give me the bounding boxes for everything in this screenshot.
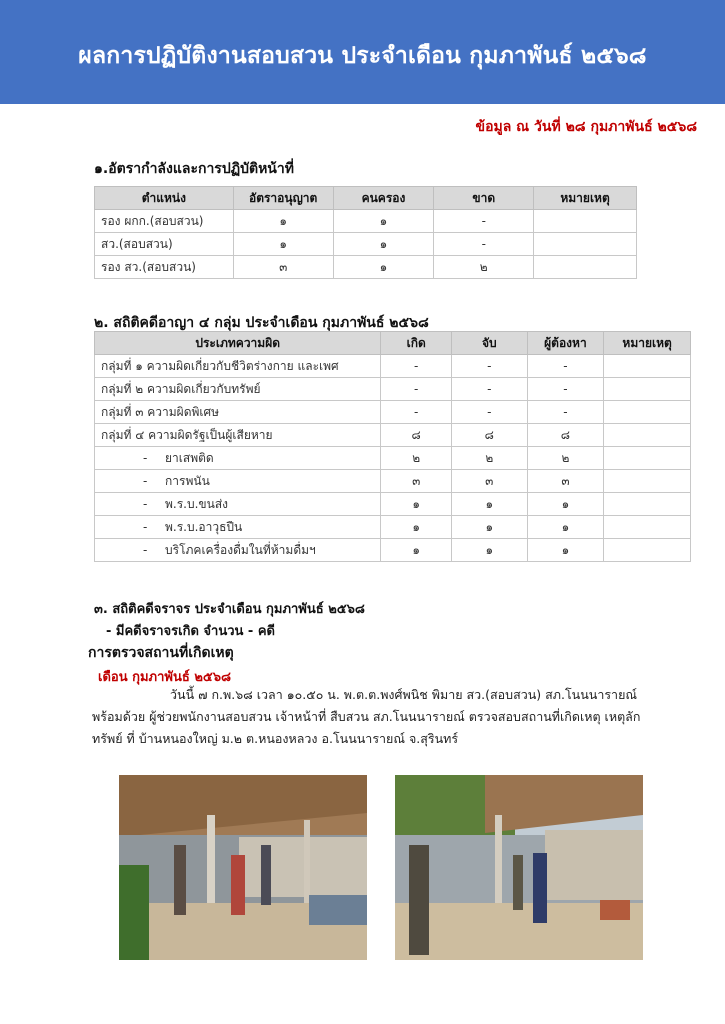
- cell-filled: ๑: [333, 233, 434, 256]
- cell-suspects: -: [527, 401, 604, 424]
- cell-remarks: [534, 256, 637, 279]
- cell-filled: ๑: [333, 210, 434, 233]
- cell-sub-offense: [95, 493, 381, 516]
- cell-occurred: -: [381, 355, 452, 378]
- scene-photo-1: [119, 775, 367, 960]
- cell-vacant: -: [434, 210, 534, 233]
- cell-remarks: [534, 233, 637, 256]
- scene-photo-2-image: [395, 775, 643, 960]
- cell-occurred: ๑: [381, 539, 452, 562]
- cell-offense: กลุ่มที่ ๒ ความผิดเกี่ยวกับทรัพย์: [95, 378, 381, 401]
- scene-photo-1-image: [119, 775, 367, 960]
- cell-occurred: ๘: [381, 424, 452, 447]
- cell-suspects: ๑: [527, 493, 604, 516]
- cell-authorized: ๑: [233, 210, 333, 233]
- traffic-cases-line: - มีคดีจราจรเกิด จำนวน - คดี: [106, 624, 275, 639]
- cell-position: รอง สว.(สอบสวน): [95, 256, 234, 279]
- col-arrested: จับ: [451, 332, 527, 355]
- cell-sub-offense: [95, 470, 381, 493]
- cell-remarks: [604, 355, 691, 378]
- dash-bullet: -: [143, 519, 148, 534]
- cell-suspects: ๓: [527, 470, 604, 493]
- table-subrow: [95, 539, 691, 562]
- inspection-paragraph: [92, 684, 652, 750]
- cell-occurred: ๒: [381, 447, 452, 470]
- page-title: ผลการปฏิบัติงานสอบสวน ประจำเดือน กุมภาพันธ์ ๒๕๖๘: [78, 43, 647, 69]
- paragraph-line-2: พร้อมด้วย ผู้ช่วยพนักงานสอบสวน เจ้าหน้าที่ สืบสวน สภ.โนนนารายณ์ ตรวจสอบสถานที่เกิดเหตุ เหตุลัก: [92, 709, 641, 724]
- col-suspects: ผู้ต้องหา: [527, 332, 604, 355]
- cell-arrested: ๒: [451, 447, 527, 470]
- cell-position: สว.(สอบสวน): [95, 233, 234, 256]
- col-offense-type: ประเภทความผิด: [95, 332, 381, 355]
- col-vacant: ขาด: [434, 187, 534, 210]
- cell-suspects: ๑: [527, 539, 604, 562]
- sub-offense-label: บริโภคเครื่องดื่มในที่ห้ามดื่มฯ: [165, 542, 316, 557]
- dash-bullet: -: [143, 450, 148, 465]
- staffing-header-row: [95, 187, 637, 210]
- cell-remarks: [604, 378, 691, 401]
- sub-offense-label: การพนัน: [165, 473, 210, 488]
- cell-remarks: [604, 539, 691, 562]
- crime-stats-table: [94, 331, 691, 562]
- cell-suspects: -: [527, 378, 604, 401]
- scene-photo-2: [395, 775, 643, 960]
- table-subrow: [95, 470, 691, 493]
- inspection-title: การตรวจสถานที่เกิดเหตุ: [88, 645, 234, 661]
- cell-offense: กลุ่มที่ ๔ ความผิดรัฐเป็นผู้เสียหาย: [95, 424, 381, 447]
- section2-title: ๒. สถิติคดีอาญา ๔ กลุ่ม ประจำเดือน กุมภาพันธ์ ๒๕๖๘: [94, 315, 429, 331]
- cell-filled: ๑: [333, 256, 434, 279]
- cell-occurred: -: [381, 401, 452, 424]
- crime-header-row: [95, 332, 691, 355]
- sub-offense-label: พ.ร.บ.ขนส่ง: [165, 496, 229, 511]
- table-row: [95, 401, 691, 424]
- section3-title: ๓. สถิติคดีจราจร ประจำเดือน กุมภาพันธ์ ๒๕๖๘: [94, 602, 365, 617]
- cell-suspects: ๘: [527, 424, 604, 447]
- cell-authorized: ๑: [233, 233, 333, 256]
- table-row: [95, 233, 637, 256]
- paragraph-line-1: [92, 684, 652, 706]
- cell-arrested: -: [451, 401, 527, 424]
- cell-remarks: [534, 210, 637, 233]
- cell-suspects: ๑: [527, 516, 604, 539]
- paragraph-line-3: ทรัพย์ ที่ บ้านหนองใหญ่ ม.๒ ต.หนองหลวง อ.โนนนารายณ์ จ.สุรินทร์: [92, 731, 459, 746]
- cell-occurred: -: [381, 378, 452, 401]
- cell-remarks: [604, 470, 691, 493]
- cell-remarks: [604, 447, 691, 470]
- cell-suspects: ๒: [527, 447, 604, 470]
- section1-title: ๑.อัตรากำลังและการปฏิบัติหน้าที่: [94, 161, 294, 177]
- cell-arrested: ๑: [451, 493, 527, 516]
- cell-vacant: ๒: [434, 256, 534, 279]
- cell-arrested: ๘: [451, 424, 527, 447]
- table-row: [95, 355, 691, 378]
- paragraph-line-1-text: วันนี้ ๗ ก.พ.๖๘ เวลา ๑๐.๕๐ น. พ.ต.ต.พงศ์พนิช พิมาย สว.(สอบสวน) สภ.โนนนารายณ์: [170, 687, 637, 702]
- dash-bullet: -: [143, 473, 148, 488]
- col-authorized: อัตราอนุญาต: [233, 187, 333, 210]
- col-remarks: หมายเหตุ: [534, 187, 637, 210]
- table-row: [95, 210, 637, 233]
- cell-remarks: [604, 424, 691, 447]
- cell-remarks: [604, 493, 691, 516]
- table-row: [95, 378, 691, 401]
- cell-suspects: -: [527, 355, 604, 378]
- cell-occurred: ๑: [381, 493, 452, 516]
- sub-offense-label: ยาเสพติด: [165, 450, 214, 465]
- cell-occurred: ๑: [381, 516, 452, 539]
- dash-bullet: -: [143, 496, 148, 511]
- cell-arrested: ๑: [451, 539, 527, 562]
- cell-arrested: ๑: [451, 516, 527, 539]
- cell-sub-offense: [95, 539, 381, 562]
- cell-sub-offense: [95, 447, 381, 470]
- cell-arrested: -: [451, 378, 527, 401]
- staffing-table: [94, 186, 637, 279]
- col-occurred: เกิด: [381, 332, 452, 355]
- table-row: [95, 256, 637, 279]
- table-subrow: [95, 493, 691, 516]
- cell-occurred: ๓: [381, 470, 452, 493]
- cell-arrested: ๓: [451, 470, 527, 493]
- table-subrow: [95, 516, 691, 539]
- col-filled: คนครอง: [333, 187, 434, 210]
- cell-sub-offense: [95, 516, 381, 539]
- col-remarks: หมายเหตุ: [604, 332, 691, 355]
- cell-offense: กลุ่มที่ ๓ ความผิดพิเศษ: [95, 401, 381, 424]
- table-subrow: [95, 447, 691, 470]
- cell-authorized: ๓: [233, 256, 333, 279]
- cell-remarks: [604, 401, 691, 424]
- cell-offense: กลุ่มที่ ๑ ความผิดเกี่ยวกับชีวิตร่างกาย และเพศ: [95, 355, 381, 378]
- table-row: [95, 424, 691, 447]
- cell-position: รอง ผกก.(สอบสวน): [95, 210, 234, 233]
- cell-remarks: [604, 516, 691, 539]
- dash-bullet: -: [143, 542, 148, 557]
- sub-offense-label: พ.ร.บ.อาวุธปืน: [165, 519, 243, 534]
- cell-arrested: -: [451, 355, 527, 378]
- col-position: ตำแหน่ง: [95, 187, 234, 210]
- cell-vacant: -: [434, 233, 534, 256]
- inspection-month: เดือน กุมภาพันธ์ ๒๕๖๘: [98, 670, 232, 685]
- as-of-date: ข้อมูล ณ วันที่ ๒๘ กุมภาพันธ์ ๒๕๖๘: [475, 119, 697, 135]
